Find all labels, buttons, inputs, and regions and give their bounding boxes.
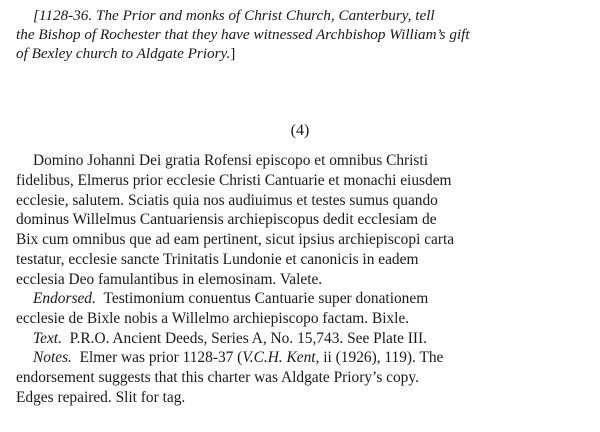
document-number: (4): [290, 122, 310, 139]
notes-label: Notes.: [33, 349, 72, 367]
charter-line-2: [16, 171, 581, 191]
notes-line-1-post: , ii (1926), 119). The: [315, 349, 444, 367]
text-note-line: [16, 329, 581, 349]
notes-line-1-pre: Elmer was prior 1128-37 (: [79, 349, 243, 367]
summary-line-3: [16, 44, 581, 63]
charter-line-6: [16, 250, 581, 270]
notes-line-3-text: Edges repaired. Slit for tag.: [16, 388, 186, 406]
endorsed-line-1: [16, 289, 581, 309]
charter-line-3-text: ecclesie, salutem. Sciatis quia nos audiuimus et testes sumus quando: [16, 191, 438, 209]
endorsed-text-2: ecclesie de Bixle nobis a Willelmo archiepiscopo factam. Bixle.: [16, 309, 410, 327]
charter-line-6-text: testatur, ecclesie sancte Trinitatis Lundonie et canonicis in eadem: [16, 250, 419, 268]
charter-line-5: [16, 230, 581, 250]
notes-line-2-text: endorsement suggests that this charter was Aldgate Priory’s copy.: [16, 369, 419, 387]
charter-line-1-text: Domino Johanni Dei gratia Rofensi episcopo et omnibus Christi: [33, 152, 428, 169]
notes-line-2: [16, 368, 581, 388]
charter-line-7: [16, 270, 581, 290]
charter-line-2-text: fidelibus, Elmerus prior ecclesie Christi Cantuarie et monachi eiusdem: [16, 171, 452, 189]
charter-line-5-text: Bix cum omnibus que ad eam pertinent, sicut ipsius archiepiscopi carta: [16, 231, 455, 249]
notes-line-1: [16, 348, 581, 368]
charter-line-1: [16, 151, 581, 171]
endorsed-text-1: Testimonium conuentus Cantuarie super donationem: [103, 290, 429, 307]
charter-line-4-text: dominus Willelmus Cantuariensis archiepiscopus dedit ecclesiam de: [16, 211, 437, 229]
endorsed-label: Endorsed.: [33, 290, 96, 307]
summary-line-1: [1128-36. The Prior and monks of Christ Church, Canterbury, tell: [33, 7, 435, 24]
text-note-body: P.R.O. Ancient Deeds, Series A, No. 15,743. See Plate III.: [69, 329, 427, 347]
charter-text: [16, 151, 581, 290]
text-label: Text.: [33, 329, 62, 347]
endorsed-line-2: [16, 309, 581, 329]
apparatus: [16, 289, 581, 408]
editorial-summary: [16, 6, 581, 63]
charter-line-3: [16, 191, 581, 211]
summary-closing-bracket: ]: [230, 45, 236, 62]
notes-line-3: [16, 388, 581, 408]
notes-line-1-italic: V.C.H. Kent: [242, 349, 316, 367]
charter-line-7-text: ecclesia Deo famulantibus in elemosinam. Valete.: [16, 270, 323, 288]
summary-line-3-text: of Bexley church to Aldgate Priory.: [16, 45, 231, 62]
charter-line-4: [16, 210, 581, 230]
summary-line-2: the Bishop of Rochester that they have witnessed Archbishop William’s gift: [16, 26, 470, 43]
